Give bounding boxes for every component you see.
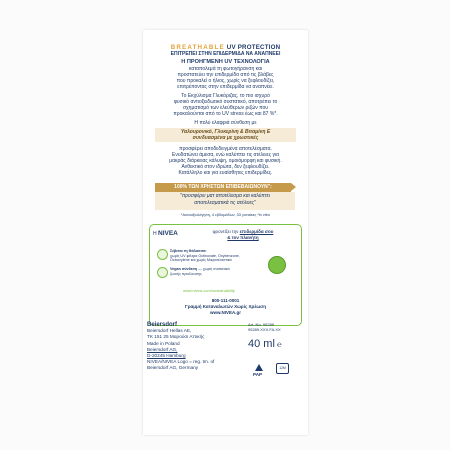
company-line-6: NIVEA/NIVEA Logo = reg. tm. of bbox=[147, 359, 215, 365]
intro-line-1: καταπολεμά τη φωτογήρανση και bbox=[188, 66, 263, 72]
nivea-brand bbox=[153, 230, 178, 237]
intro-title: Η ΠΡΟΗΓΜΕΝΗ UV ΤΕΧΝΟΛΟΓΙΑ bbox=[181, 59, 270, 65]
sustainability-url: www.nivea.com/sustainability bbox=[183, 288, 235, 293]
extract-line-4: προκαλούνται από το UV stress έως και 87 %*. bbox=[173, 111, 278, 117]
volume bbox=[248, 338, 282, 350]
company-line-4: Beiersdorf AG, bbox=[147, 346, 178, 352]
eco-lead bbox=[193, 229, 293, 240]
gold-line-1: Υαλουρονικό, Γλυκερίνη & Βιταμίνη Ε bbox=[180, 129, 271, 135]
results-line-5: Κατάλληλο και για ευαίσθητες επιδερμίδες. bbox=[178, 170, 273, 176]
estimated-sign: ℮ bbox=[276, 340, 282, 349]
phone-number: 800-111-0001 bbox=[211, 298, 240, 303]
consumer-contact bbox=[143, 298, 308, 315]
ocean-title: Σέβεται τη Θάλασσα: bbox=[170, 249, 207, 253]
intro-line-4: επιτρέποντας στην επιδερμίδα να αναπνέει. bbox=[177, 84, 274, 90]
quote-line-1: "προσφέρει ματ αποτέλεσμα και καλύπτει bbox=[180, 193, 270, 199]
batch-code: 95289.XXX.FA.XX bbox=[248, 327, 281, 333]
eco-lead-bold: επιδερμίδα σου bbox=[239, 229, 274, 234]
article-info bbox=[248, 322, 281, 332]
company-line-3: Made in Poland bbox=[147, 340, 180, 346]
results-line-1: προσφέρει αποδεδειγμένα αποτελέσματα. bbox=[179, 146, 272, 152]
eco-lead-tail: & τον πλανήτη bbox=[227, 234, 259, 240]
results-line-4: Ανθεκτικό στον ιδρώτα, δεν ξεφλουδίζει. bbox=[181, 164, 270, 170]
vegan-title: Vegan σύνθεση bbox=[170, 267, 198, 271]
company-line-2: TK 151 25 Μαρούσι Αττικής bbox=[147, 334, 205, 340]
article-number: Art.-No. 95289 bbox=[248, 322, 275, 327]
formula-intro: Η πολύ ελαφριά σύνθεση με bbox=[194, 120, 257, 126]
company-line-7: Beiersdorf AG, Germany bbox=[147, 365, 199, 371]
banner-tail bbox=[291, 183, 296, 191]
volume-value: 40 ml bbox=[248, 338, 275, 350]
header-line bbox=[143, 44, 308, 51]
extract-line-2: φυσικό αντιοξειδωτικό συστατικό, αποτρέπει το bbox=[173, 99, 278, 105]
company-line-5: D-20245 Hamburg bbox=[147, 353, 186, 359]
footnote: *Αυτοαξιολόγηση, 4 εβδομάδων, 33 γυναίκες *in vitro bbox=[180, 213, 270, 217]
company-line-1: Beiersdorf Hellas AE, bbox=[147, 328, 192, 334]
quote-line-2: αποτελεσματικά τις ατέλειες" bbox=[194, 199, 256, 206]
ocean-line-2: Octocrylene και χωρίς Μικροπλαστικά bbox=[170, 258, 232, 263]
gold-highlight bbox=[155, 128, 296, 142]
vegan-line-2: ζωικής προέλευσης bbox=[170, 271, 202, 276]
users-confirm-banner: 100% ΤΩΝ ΧΡΗΣΤΩΝ ΕΠΙΒΕΒΑΙΩΝΟΥΝ": bbox=[155, 183, 291, 192]
product-box bbox=[143, 30, 308, 435]
recycle-triangle-icon bbox=[255, 364, 263, 371]
user-quote bbox=[155, 192, 295, 210]
ocean-line-1: χωρίς UV φίλτρα Octinoxate, Oxybenzone, bbox=[170, 253, 240, 258]
extract-line-1: Το Εκχύλισμα Γλυκόριζας, το πιο ισχυρό bbox=[181, 93, 270, 99]
brand-prefix: Η bbox=[153, 231, 157, 237]
planet-globe-icon bbox=[268, 256, 286, 274]
pao-jar-icon: 12M bbox=[276, 363, 289, 374]
vegan-text bbox=[170, 267, 270, 276]
gold-line-2: συνδυασμένα με χρωστικές bbox=[192, 135, 259, 142]
breathable-label: BREATHABLE bbox=[170, 44, 225, 51]
brand-name: NIVEA bbox=[158, 230, 178, 237]
results-line-2: Ενυδατώνει άμεσα, ενώ καλύπτει τις ατέλειες για bbox=[171, 152, 279, 158]
company-name: Beiersdorf bbox=[147, 322, 178, 328]
intro-line-3: που προκαλεί ο ήλιος, χωρίς να ξεφλουδίζει, bbox=[176, 78, 275, 84]
vegan-rest: — χωρίς συστατικά bbox=[198, 267, 230, 271]
results-line-3: μακράς διάρκειας κάλυψη, ομοιόμορφη και φυσική. bbox=[169, 158, 282, 164]
extract-line-3: σχηματισμό των ελεύθερων ριζών που bbox=[182, 105, 269, 111]
eco-lead-text: φροντίζει την bbox=[212, 229, 239, 234]
ocean-text bbox=[170, 249, 270, 263]
consumer-line: Γραμμή Καταναλωτών Χωρίς Χρέωση bbox=[185, 303, 266, 309]
ocean-icon bbox=[157, 249, 168, 260]
pap-label: PAP bbox=[253, 372, 263, 377]
manufacturer-info bbox=[147, 322, 227, 372]
vegan-icon bbox=[157, 267, 168, 278]
header-subtitle: ΕΠΙΤΡΕΠΕΙ ΣΤΗΝ ΕΠΙΔΕΡΜΙΔΑ ΝΑ ΑΝΑΠΝΕΕΙ bbox=[170, 51, 281, 57]
website: www.NIVEA.gr bbox=[209, 309, 242, 315]
uv-protection-label: UV PROTECTION bbox=[226, 44, 281, 51]
intro-line-2: προστατεύει την επιδερμίδα από τις βλάβες bbox=[177, 72, 274, 78]
